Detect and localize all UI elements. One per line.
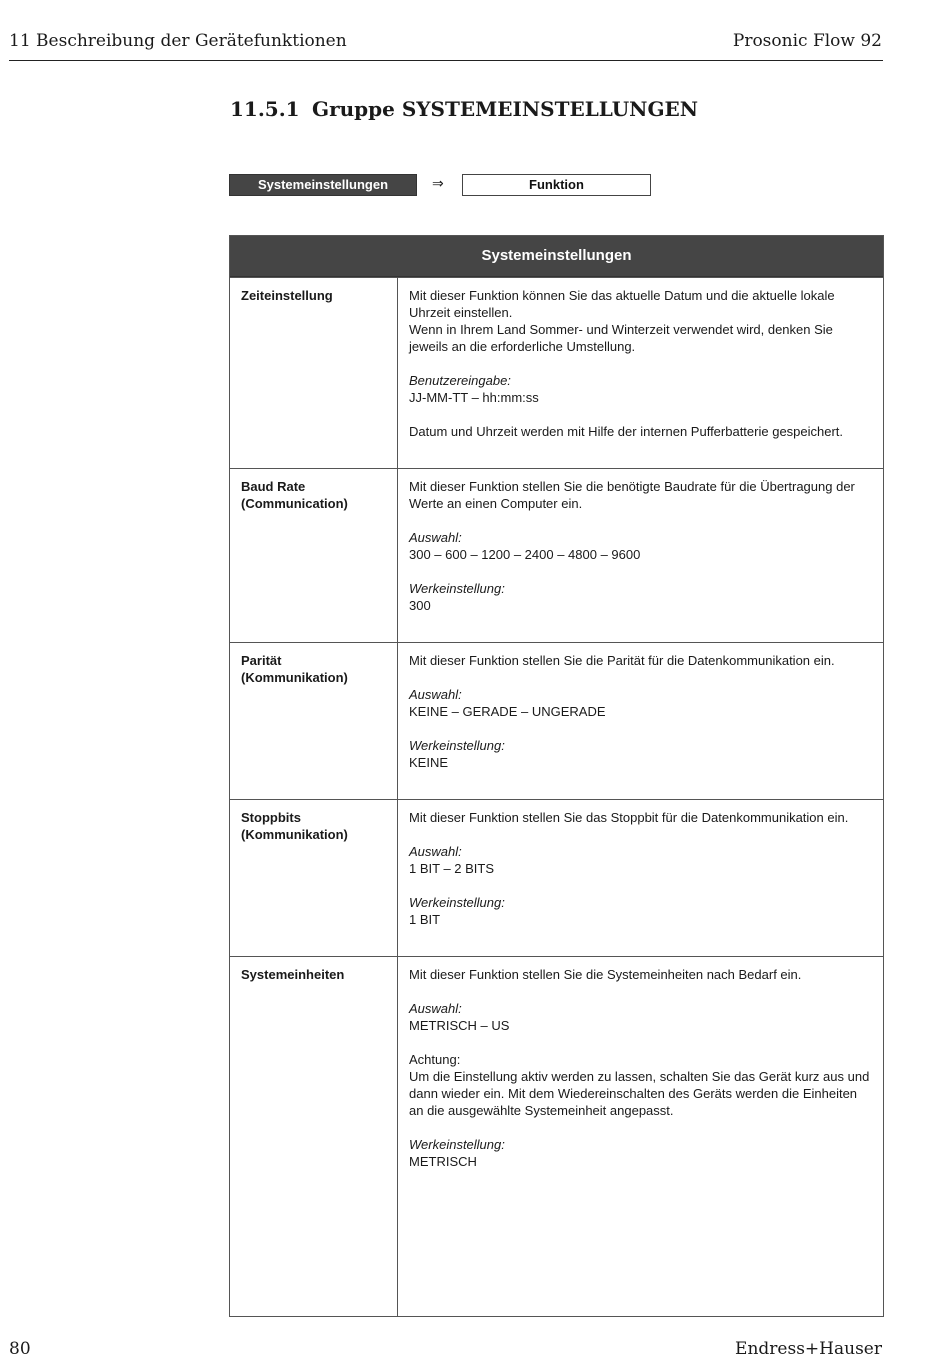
table-row bbox=[230, 956, 883, 1316]
caution-text: Um die Einstellung aktiv werden zu lassen, schalten Sie das Gerät kurz aus und dann wieder ein. Mit dem Wiedereinschalten des Geräts werden die Einheiten an die ausgewählte Systemeinheit angepasst. bbox=[409, 1069, 870, 1118]
default-value: 1 BIT bbox=[409, 912, 441, 927]
nav-function-box: Funktion bbox=[462, 174, 651, 196]
table-row bbox=[230, 277, 883, 468]
function-description bbox=[398, 469, 883, 642]
nav-group-box: Systemeinstellungen bbox=[229, 174, 417, 196]
options-label: Auswahl: bbox=[409, 530, 462, 545]
default-value: KEINE bbox=[409, 755, 449, 770]
default-label: Werkeinstellung: bbox=[409, 738, 505, 753]
section-heading bbox=[230, 97, 698, 121]
default-label: Werkeinstellung: bbox=[409, 895, 505, 910]
description-text: Mit dieser Funktion stellen Sie die benötigte Baudrate für die Übertragung der Werte an einen Computer ein. bbox=[409, 479, 855, 511]
function-description bbox=[398, 643, 883, 799]
table-row bbox=[230, 468, 883, 642]
options-label: Auswahl: bbox=[409, 1001, 462, 1016]
input-label: Benutzereingabe: bbox=[409, 373, 511, 388]
function-description bbox=[398, 957, 883, 1316]
section-title: Gruppe SYSTEMEINSTELLUNGEN bbox=[312, 97, 699, 121]
input-format: JJ-MM-TT – hh:mm:ss bbox=[409, 390, 539, 405]
running-header-product: Prosonic Flow 92 bbox=[732, 31, 882, 51]
section-number: 11.5.1 bbox=[230, 97, 300, 121]
description-text: Mit dieser Funktion stellen Sie die Parität für die Datenkommunikation ein. bbox=[409, 653, 835, 668]
options-label: Auswahl: bbox=[409, 844, 462, 859]
caution-label: Achtung: bbox=[409, 1052, 461, 1067]
header-divider bbox=[9, 60, 883, 61]
description-text: Mit dieser Funktion stellen Sie die Systemeinheiten nach Bedarf ein. bbox=[409, 967, 802, 982]
brand-name: Endress+Hauser bbox=[735, 1339, 882, 1359]
function-table bbox=[229, 235, 884, 1317]
right-double-arrow-icon: ⇒ bbox=[432, 175, 444, 191]
options-value: METRISCH – US bbox=[409, 1018, 510, 1033]
running-header-chapter: 11 Beschreibung der Gerätefunktionen bbox=[9, 31, 347, 51]
function-description bbox=[398, 800, 883, 956]
default-value: 300 bbox=[409, 598, 431, 613]
page-number: 80 bbox=[9, 1339, 31, 1359]
default-value: METRISCH bbox=[409, 1154, 477, 1169]
table-row bbox=[230, 642, 883, 799]
function-name: Stoppbits (Kommunikation) bbox=[230, 800, 398, 956]
description-text: Mit dieser Funktion können Sie das aktuelle Datum und die aktuelle lokale Uhrzeit einstellen. bbox=[409, 288, 835, 320]
function-name: Baud Rate (Communication) bbox=[230, 469, 398, 642]
note-text: Datum und Uhrzeit werden mit Hilfe der internen Pufferbatterie gespeichert. bbox=[409, 424, 844, 439]
default-label: Werkeinstellung: bbox=[409, 581, 505, 596]
table-row bbox=[230, 799, 883, 956]
options-value: 1 BIT – 2 BITS bbox=[409, 861, 495, 876]
options-value: 300 – 600 – 1200 – 2400 – 4800 – 9600 bbox=[409, 547, 641, 562]
table-header: Systemeinstellungen bbox=[230, 236, 883, 277]
default-label: Werkeinstellung: bbox=[409, 1137, 505, 1152]
options-label: Auswahl: bbox=[409, 687, 462, 702]
description-text: Mit dieser Funktion stellen Sie das Stoppbit für die Datenkommunikation ein. bbox=[409, 810, 849, 825]
function-name: Systemeinheiten bbox=[230, 957, 398, 1316]
function-name: Parität (Kommunikation) bbox=[230, 643, 398, 799]
description-text: Wenn in Ihrem Land Sommer- und Winterzeit verwendet wird, denken Sie jeweils an die erforderliche Umstellung. bbox=[409, 322, 833, 354]
options-value: KEINE – GERADE – UNGERADE bbox=[409, 704, 606, 719]
function-name: Zeiteinstellung bbox=[230, 278, 398, 468]
function-description bbox=[398, 278, 883, 468]
